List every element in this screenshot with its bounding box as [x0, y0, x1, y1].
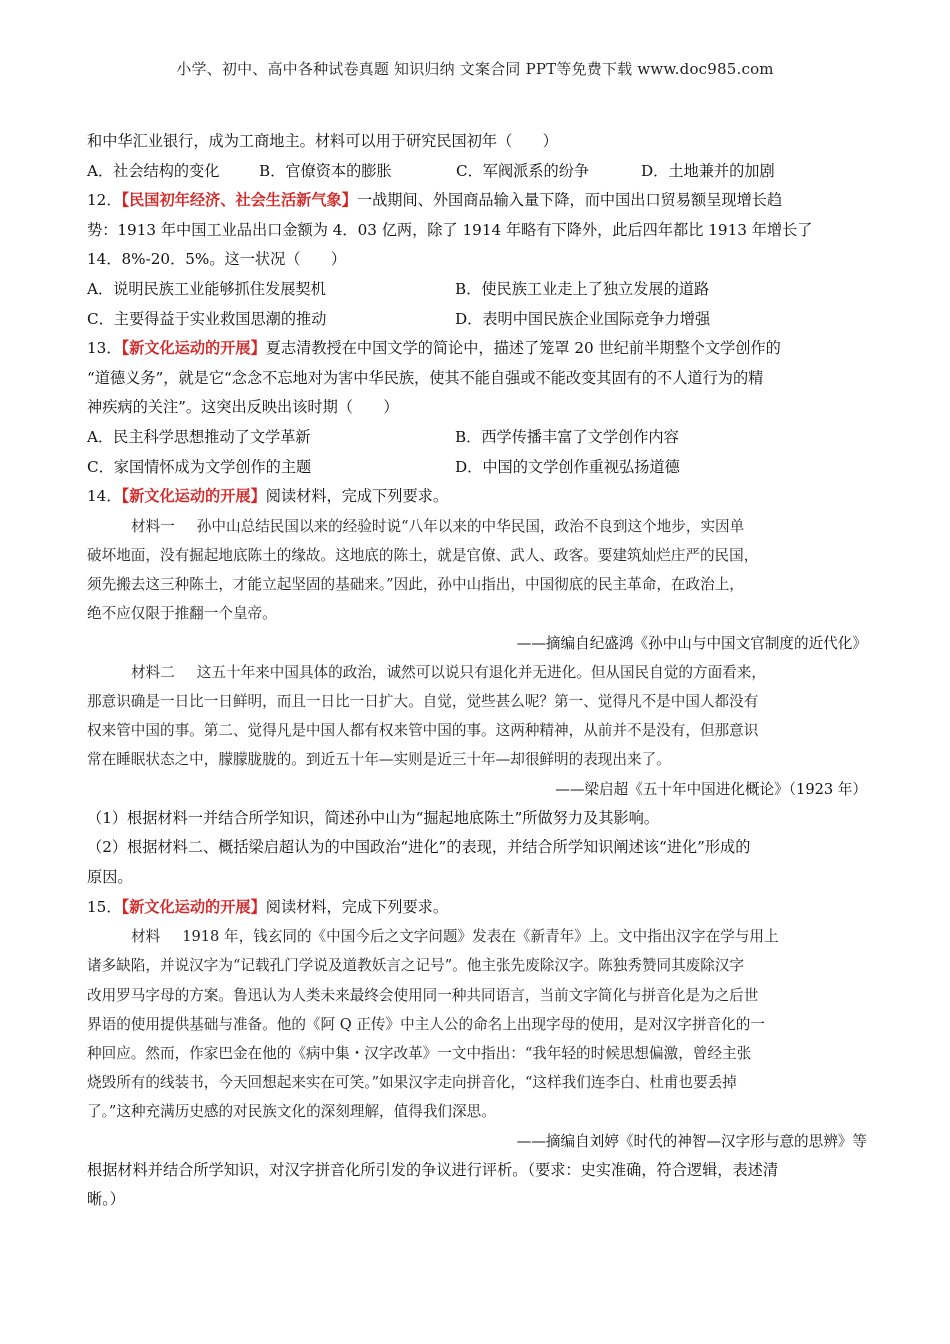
q14-material-1-line-2: 破坏地面，没有掘起地底陈土的缘故。这地底的陈土，就是官僚、武人、政客。要建筑灿烂庄严的民国， — [87, 546, 759, 564]
q15-tag: 【新文化运动的开展】 — [121, 897, 266, 916]
q14-material-2-line-4: 常在睡眠状态之中，朦朦胧胧的。到近五十年—实则是近三十年—却很鲜明的表现出来了。 — [87, 751, 671, 769]
q14-material-2-line-1 — [87, 658, 867, 687]
q12-option-c: C．主要得益于实业救国思潮的推动 — [87, 309, 327, 328]
q13-stem-line-1 — [87, 334, 867, 364]
q15-material-source: ——摘编自刘婷《时代的神智—汉字形与意的思辨》等 — [516, 1132, 867, 1150]
q14-material-1-label: 材料一 — [131, 517, 175, 535]
q14-requirement-1: （1）根据材料一并结合所学知识，简述孙中山为“掘起地底陈土”所做努力及其影响。 — [87, 808, 659, 827]
q13-option-c: C．家国情怀成为文学创作的主题 — [87, 457, 312, 476]
q11-option-b: B．官僚资本的膨胀 — [259, 161, 392, 180]
q13-options-row-1 — [87, 423, 867, 453]
q14-material-1-line-4: 绝不应仅限于推翻一个皇帝。 — [87, 605, 277, 623]
q14-material-2-line-3: 权来管中国的事。第二、觉得凡是中国人都有权来管中国的事。这两种精神，从前并不是没有，但那意识 — [87, 722, 759, 740]
q14-number: 14． — [87, 487, 122, 506]
q12-stem-line-1 — [87, 186, 867, 216]
q14-material-2-text-1: 这五十年来中国具体的政治，诚然可以说只有退化并无进化。但从国民自觉的方面看来， — [196, 663, 766, 681]
document-body — [87, 127, 867, 1215]
q12-option-b: B．使民族工业走上了独立发展的道路 — [455, 279, 710, 298]
q14-stem — [87, 482, 867, 512]
q15-requirement-line-2: 晰。） — [87, 1190, 125, 1209]
q13-stem-line-2: “道德义务”，就是它“念念不忘地对为害中华民族，使其不能自强或不能改变其固有的不人道行为的精 — [87, 368, 764, 387]
q13-number: 13． — [87, 339, 122, 358]
q14-material-1-line-1 — [87, 512, 867, 541]
q14-material-2-source: ——梁启超《五十年中国进化概论》（1923 年） — [555, 780, 867, 798]
q14-requirement-2-line-2: 原因。 — [87, 867, 133, 886]
q14-material-2-label: 材料二 — [131, 663, 175, 681]
q15-material-line-6: 烧毁所有的线装书，今天回想起来实在可笑。”如果汉字走向拼音化，“这样我们连李白、杜甫也要丢掉 — [87, 1074, 737, 1092]
q13-options-row-2 — [87, 453, 867, 483]
q11-option-d: D．土地兼并的加剧 — [641, 161, 775, 180]
q14-material-1-line-3: 须先搬去这三种陈土，才能立起坚固的基础来。”因此，孙中山指出，中国彻底的民主革命，在政治上， — [87, 576, 744, 594]
q12-options-row-2 — [87, 305, 867, 335]
q15-material-line-3: 改用罗马字母的方案。鲁迅认为人类未来最终会使用同一种共同语言，当前文字简化与拼音化是为之后世 — [87, 986, 759, 1004]
q14-requirement-2-line-1: （2）根据材料二、概括梁启超认为的中国政治“进化”的表现，并结合所学知识阐述该“进化”形成的 — [87, 838, 751, 857]
q15-material-label: 材料 — [131, 928, 161, 946]
q13-text-1: 夏志清教授在中国文学的简论中，描述了笼罩 20 世纪前半期整个文学创作的 — [265, 339, 781, 358]
q13-stem-line-3: 神疾病的关注”。这突出反映出该时期（ ） — [87, 398, 399, 417]
q14-tag: 【新文化运动的开展】 — [121, 487, 266, 506]
q12-option-d: D．表明中国民族企业国际竞争力增强 — [455, 309, 711, 328]
q15-number: 15． — [87, 897, 122, 916]
q13-option-d: D．中国的文学创作重视弘扬道德 — [455, 457, 680, 476]
q15-requirement-line-1: 根据材料并结合所学知识，对汉字拼音化所引发的争议进行评析。（要求：史实准确，符合逻辑，表述清 — [87, 1160, 779, 1179]
q15-material-line-2: 诸多缺陷，并说汉字为“记载孔门学说及道教妖言之记号”。他主张先废除汉字。陈独秀赞同其废除汉字 — [87, 957, 745, 975]
q12-options-row-1 — [87, 275, 867, 305]
q15-material-line-1 — [87, 922, 867, 951]
q11-stem: 和中华汇业银行，成为工商地主。材料可以用于研究民国初年（ ） — [87, 132, 558, 150]
q11-option-a: A．社会结构的变化 — [87, 161, 220, 180]
q14-material-2-line-2: 那意识确是一日比一日鲜明，而且一日比一日扩大。自觉，觉些甚么呢？第一、觉得凡不是中国人都没有 — [87, 692, 759, 710]
q13-option-a: A．民主科学思想推动了文学革新 — [87, 427, 311, 446]
q13-option-b: B．西学传播丰富了文学创作内容 — [455, 427, 679, 446]
q15-material-line-7: 了。”这种充满历史感的对民族文化的深刻理解，值得我们深思。 — [87, 1103, 496, 1121]
q11-option-c: C．军阀派系的纷争 — [456, 161, 590, 180]
q15-material-text-1: 1918 年，钱玄同的《中国今后之文字问题》发表在《新青年》上。文中指出汉字在学与用上 — [182, 928, 779, 946]
q12-tag: 【民国初年经济、社会生活新气象】 — [121, 191, 357, 210]
q12-text-1: 一战期间、外国商品输入量下降，而中国出口贸易额呈现增长趋 — [356, 191, 783, 210]
page-header: 小学、初中、高中各种试卷真题 知识归纳 文案合同 PPT等免费下载 www.doc985.com — [176, 60, 774, 78]
q14-intro: 阅读材料，完成下列要求。 — [265, 487, 449, 506]
q14-material-1-source: ——摘编自纪盛鸿《孙中山与中国文官制度的近代化》 — [516, 634, 867, 652]
q13-tag: 【新文化运动的开展】 — [121, 339, 266, 358]
q12-stem-line-2: 势：1913 年中国工业品出口金额为 4．03 亿两，除了 1914 年略有下降外，此后四年都比 1913 年增长了 — [87, 220, 813, 239]
q12-stem-line-3: 14．8%-20．5%。这一状况（ ） — [87, 250, 347, 269]
q12-option-a: A．说明民族工业能够抓住发展契机 — [87, 279, 326, 298]
q12-number: 12． — [87, 191, 122, 210]
q15-material-line-4: 界语的使用提供基础与准备。他的《阿 Q 正传》中主人公的命名上出现字母的使用，是对汉字拼音化的一 — [87, 1015, 765, 1033]
q15-intro: 阅读材料，完成下列要求。 — [265, 897, 449, 916]
q11-options — [87, 157, 867, 187]
q15-material-line-5: 种回应。然而，作家巴金在他的《病中集・汉字改革》一文中指出：“我年轻的时候思想偏激，曾经主张 — [87, 1044, 752, 1062]
q14-material-1-text-1: 孙中山总结民国以来的经验时说“八年以来的中华民国，政治不良到这个地步，实因单 — [196, 517, 745, 535]
q15-stem — [87, 893, 867, 923]
